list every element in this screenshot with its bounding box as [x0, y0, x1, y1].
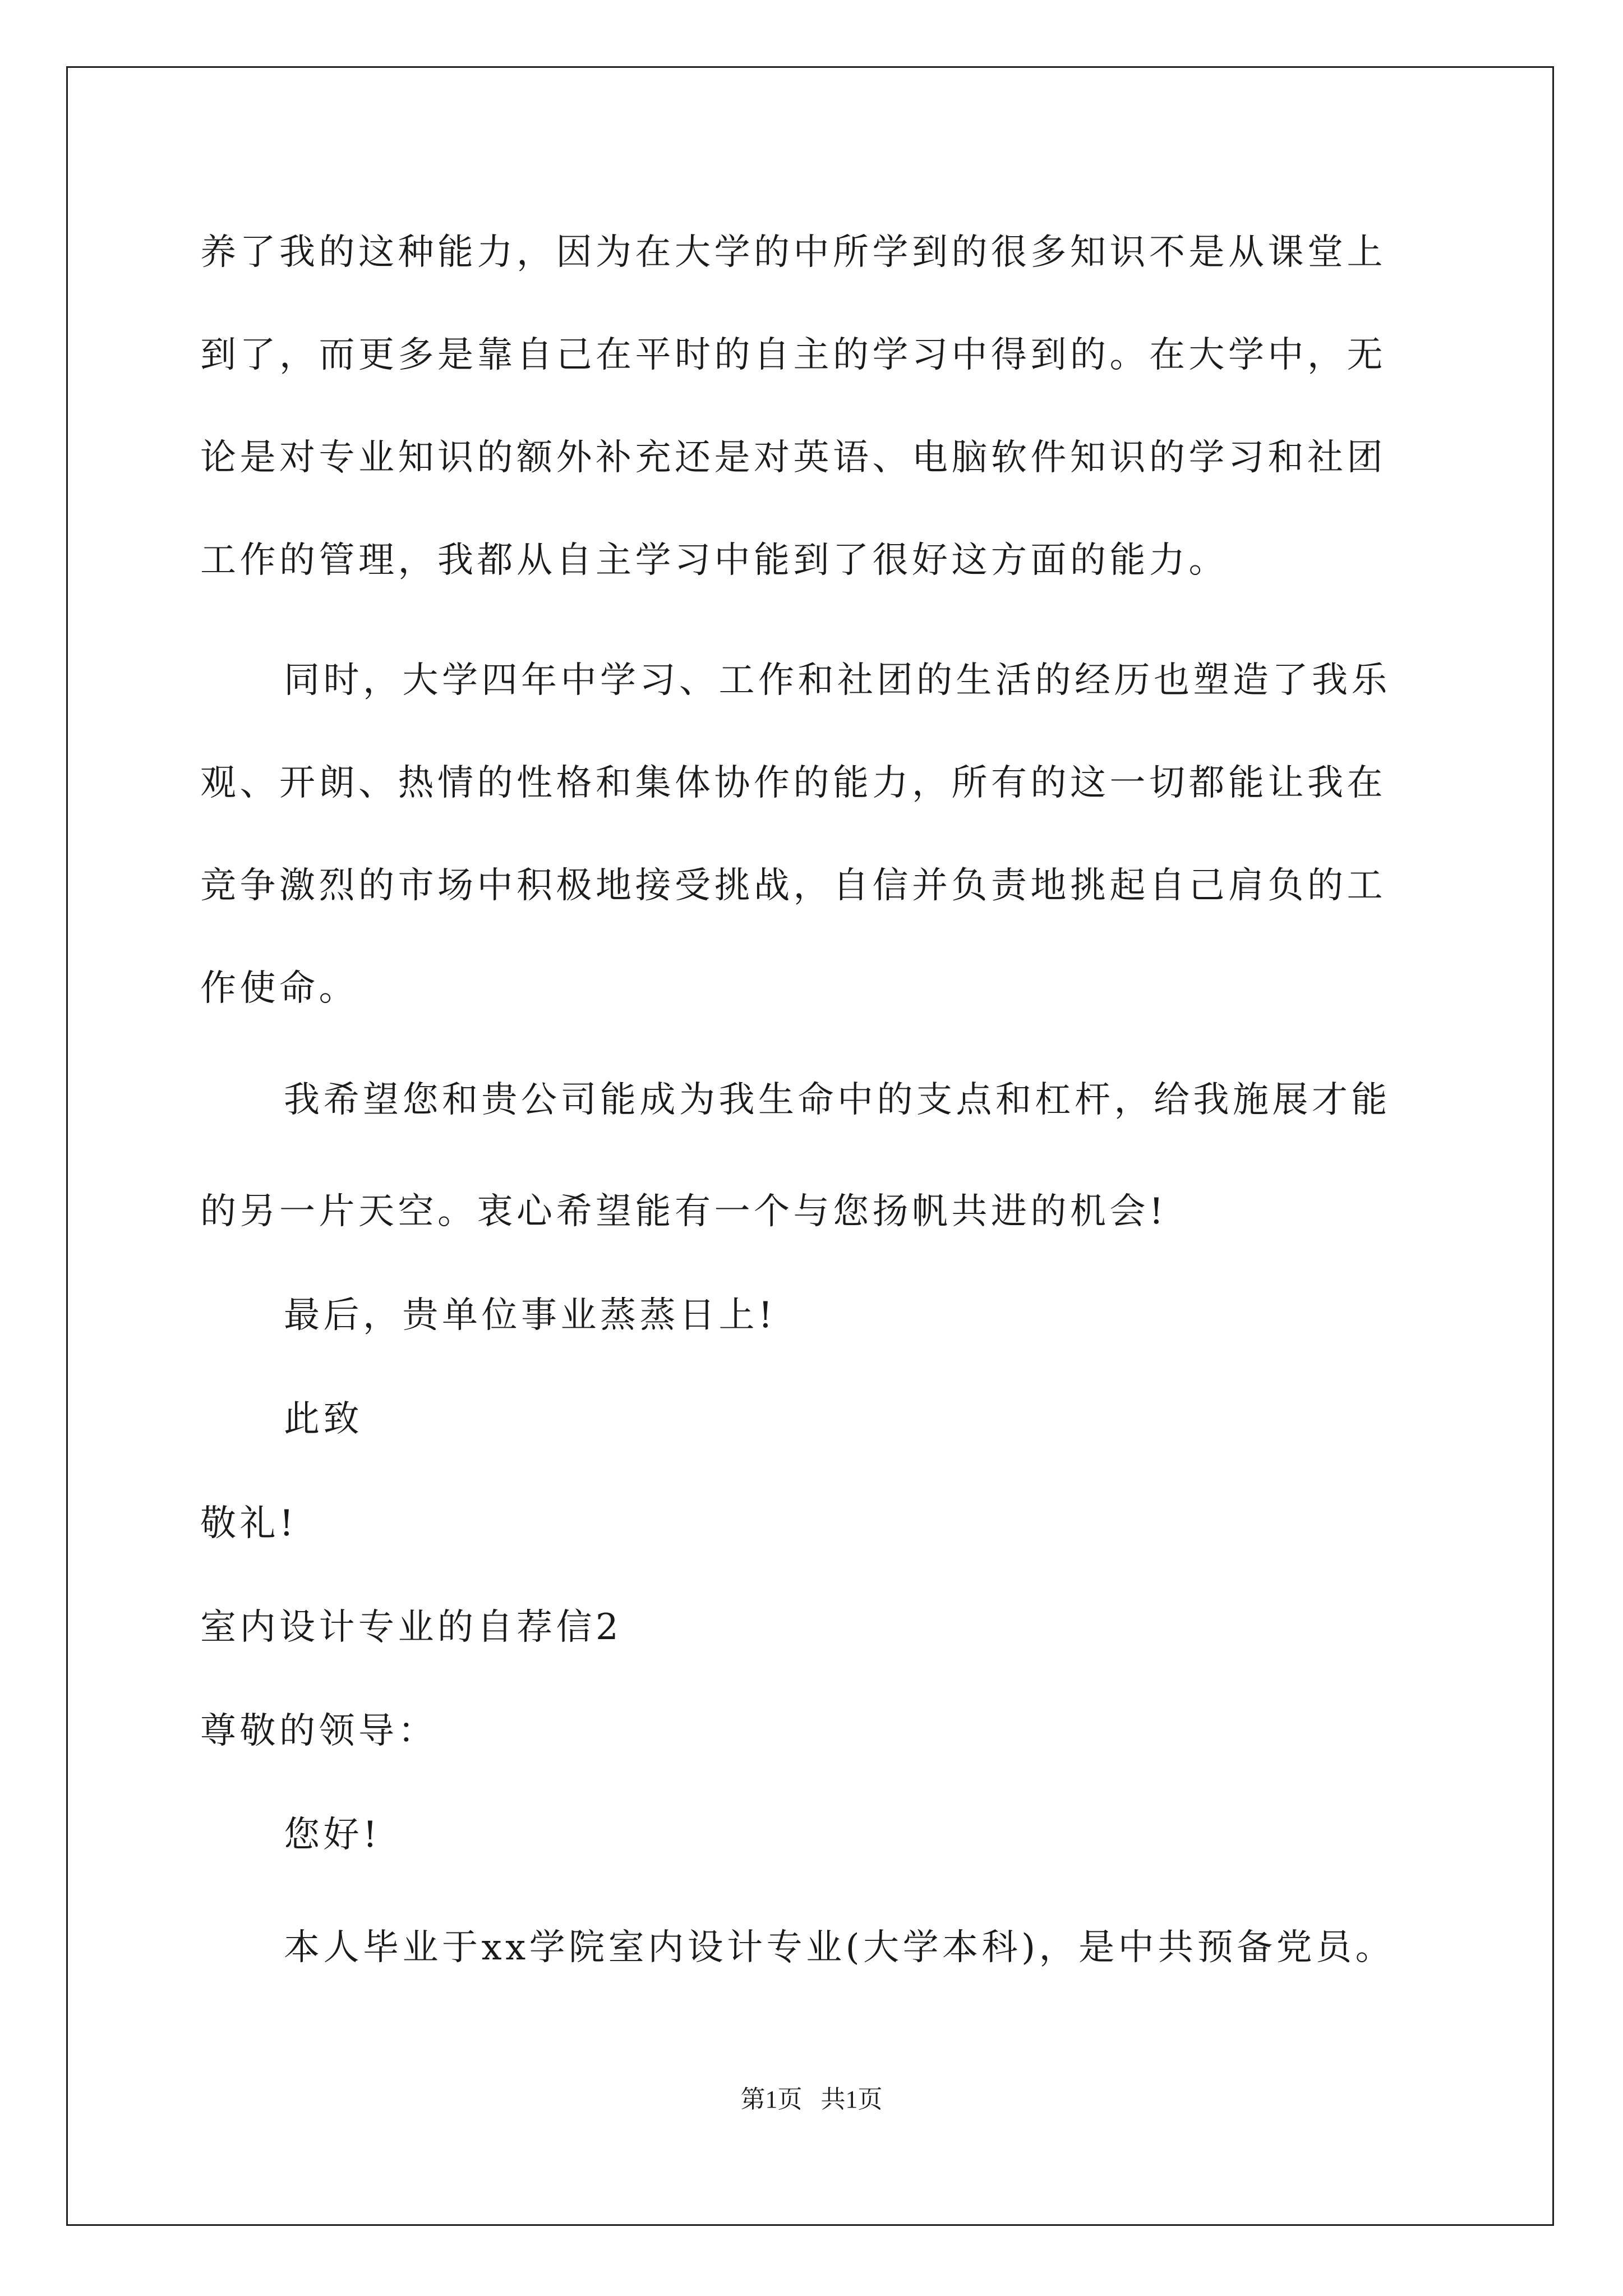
greeting-hello: 您好!	[284, 1814, 381, 1856]
closing-respect: 敬礼!	[200, 1503, 298, 1544]
closing-wish: 最后，贵单位事业蒸蒸日上!	[284, 1295, 777, 1336]
paragraph-line: 养了我的这种能力，因为在大学的中所学到的很多知识不是从课堂上	[200, 232, 1386, 273]
greeting: 尊敬的领导：	[200, 1710, 437, 1752]
paragraph-line: 到了，而更多是靠自己在平时的自主的学习中得到的。在大学中，无	[200, 334, 1386, 376]
section-title: 室内设计专业的自荐信2	[200, 1607, 623, 1648]
paragraph-line: 论是对专业知识的额外补充还是对英语、电脑软件知识的学习和社团	[200, 437, 1386, 478]
paragraph-line: 工作的管理，我都从自主学习中能到了很好这方面的能力。	[200, 540, 1228, 581]
paragraph-line: 的另一片天空。衷心希望能有一个与您扬帆共进的机会!	[200, 1191, 1168, 1232]
paragraph-line: 本人毕业于xx学院室内设计专业(大学本科)，是中共预备党员。	[284, 1927, 1395, 1968]
paragraph-line: 观、开朗、热情的性格和集体协作的能力，所有的这一切都能让我在	[200, 762, 1386, 804]
paragraph-line: 竞争激烈的市场中积极地接受挑战，自信并负责地挑起自己肩负的工	[200, 865, 1386, 907]
paragraph-line: 我希望您和贵公司能成为我生命中的支点和杠杆，给我施展才能	[284, 1079, 1391, 1121]
page-border	[66, 66, 1554, 2226]
paragraph-line: 同时，大学四年中学习、工作和社团的生活的经历也塑造了我乐	[284, 660, 1391, 701]
page-number-footer: 第1页 共1页	[740, 2086, 883, 2113]
closing-salutation: 此致	[284, 1398, 363, 1440]
paragraph-line: 作使命。	[200, 968, 358, 1009]
